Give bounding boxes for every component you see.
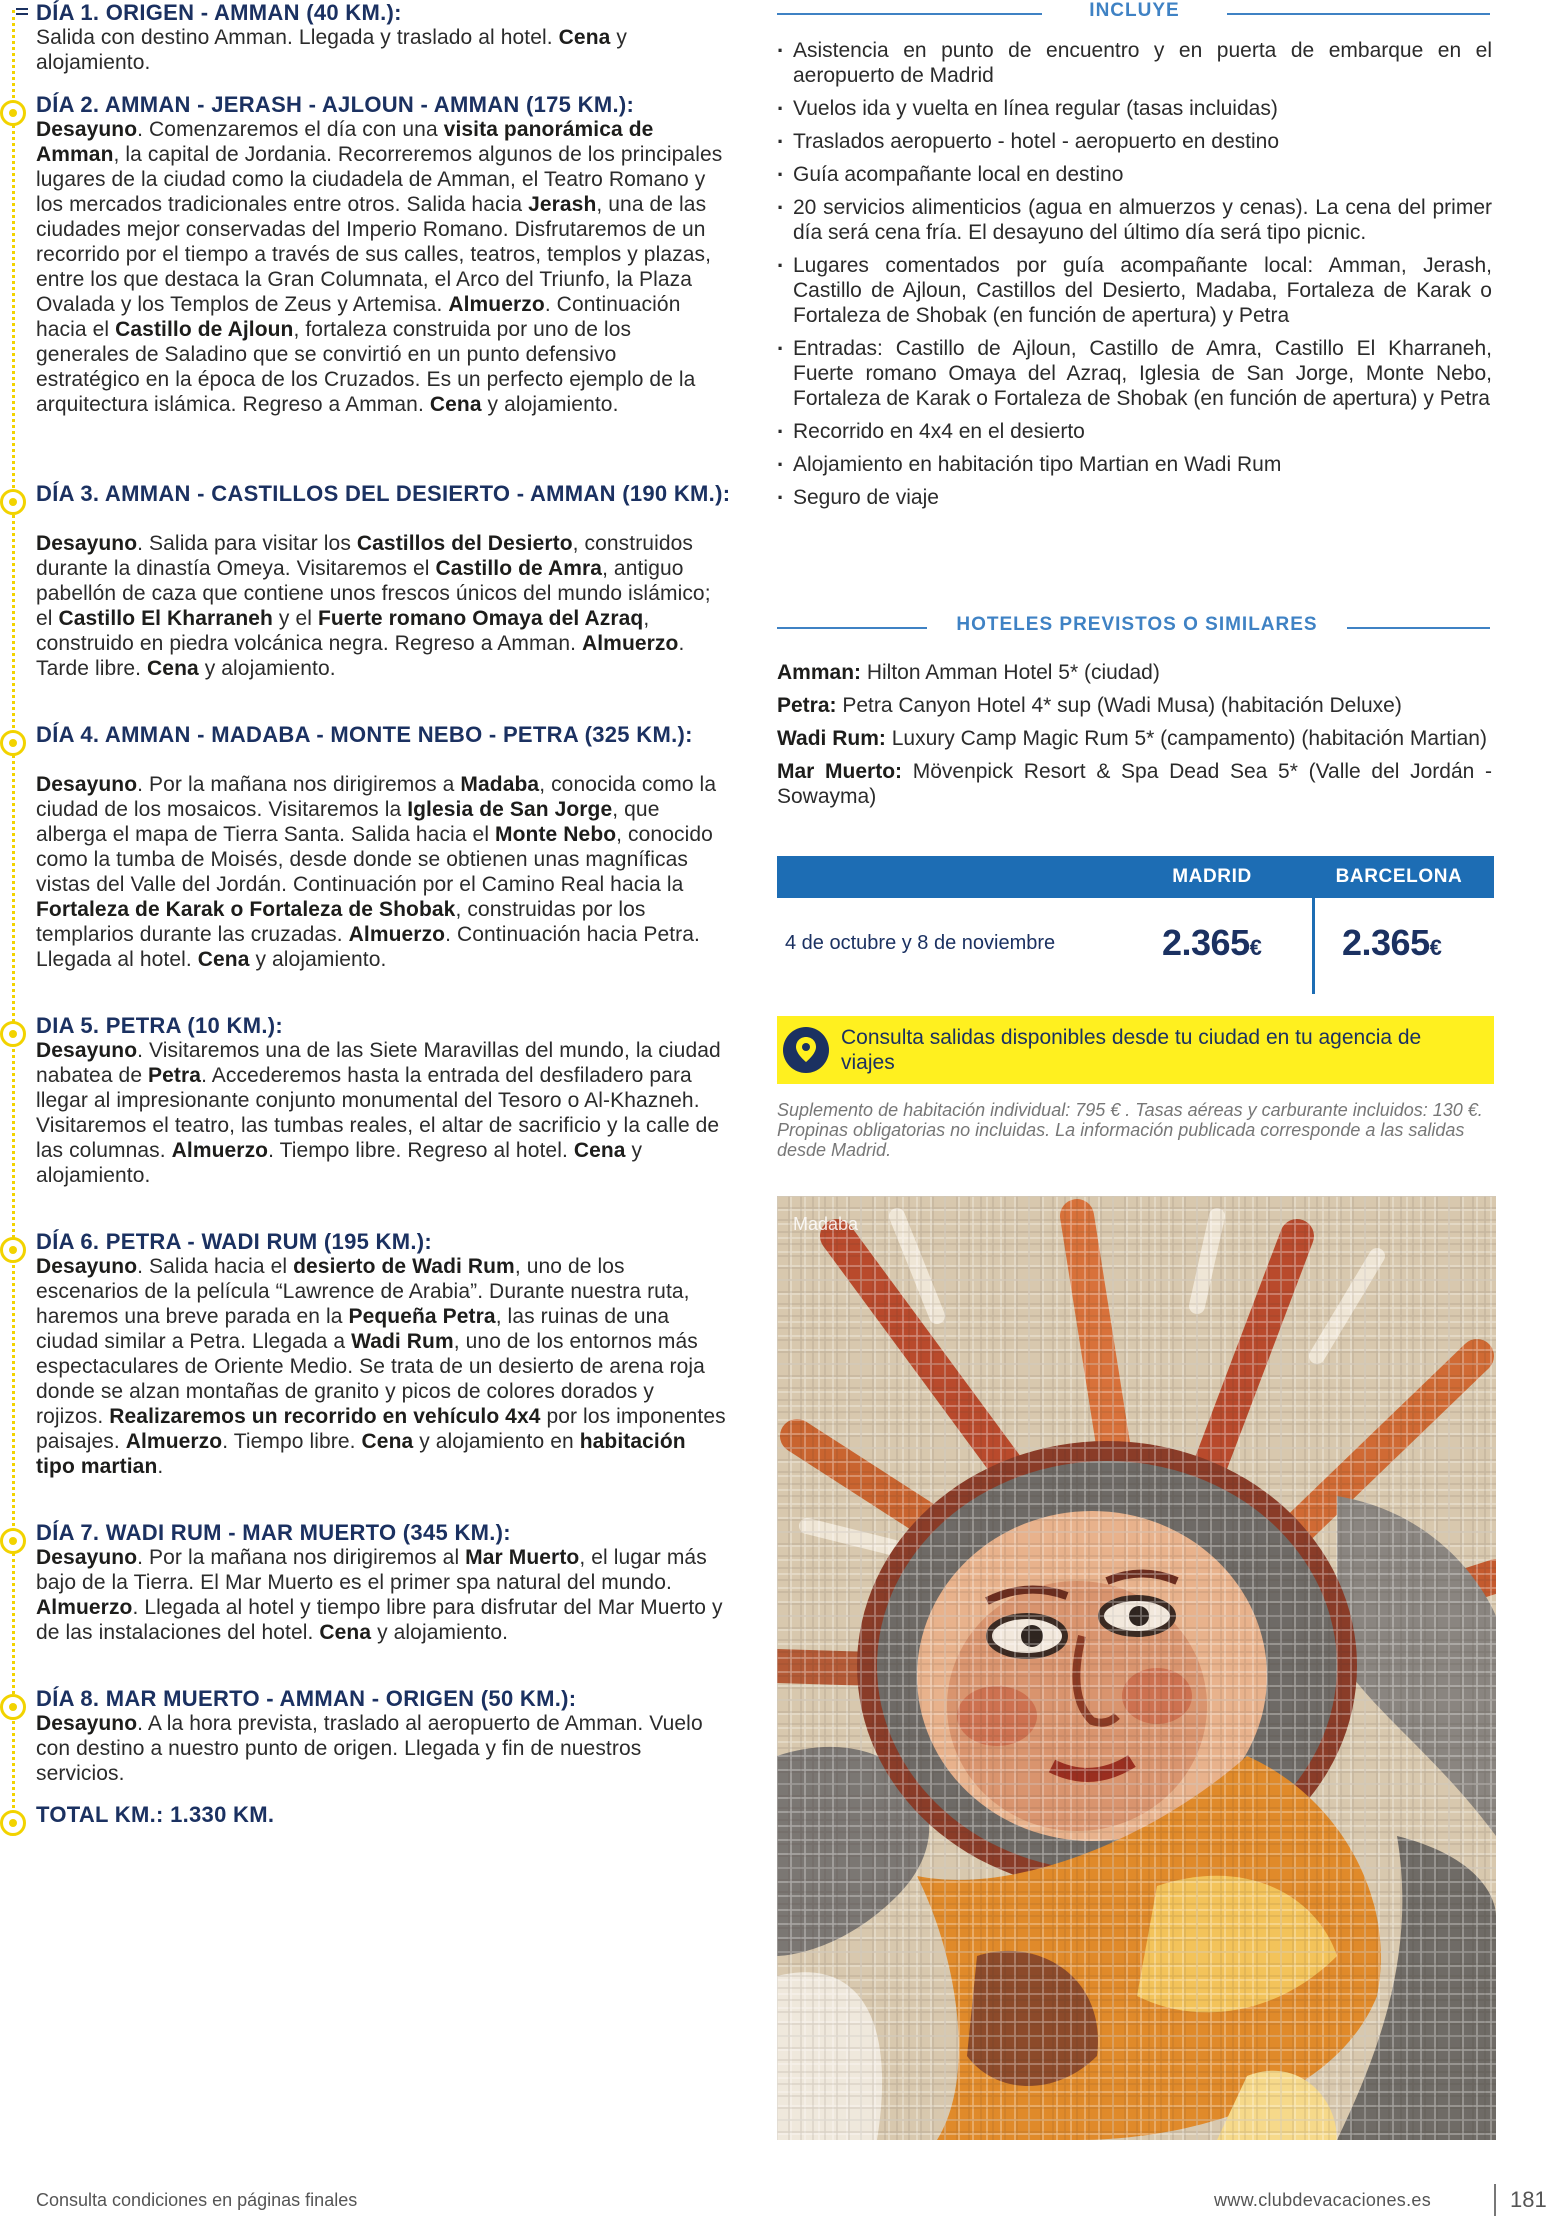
day-marker-icon — [0, 1694, 26, 1720]
currency-symbol: € — [1249, 935, 1262, 960]
includes-item: · 20 servicios alimenticios (agua en almuerzos y cenas). La cena del primer día será cena fría. El desayuno del último día será tipo picnic. — [777, 195, 1492, 245]
hotel-location: Mar Muerto: — [777, 760, 903, 783]
hotels-header — [777, 614, 1490, 642]
mosaic-illustration — [777, 1196, 1496, 2140]
day-description: Desayuno. Visitaremos una de las Siete Maravillas del mundo, la ciudad nabatea de Petra. Accederemos hasta la entrada del desfiladero para llegar al impresionante conjunto monumental del Tesoro o Al-Khazneh. Visitaremos el teatro, las tumbas reales, el altar de sacrificio y la calle de las columnas. Almuerzo. Tiempo libre. Regreso al hotel. Cena y alojamiento. — [36, 1039, 721, 1187]
header-rule — [1347, 627, 1490, 629]
day-description: Desayuno. Por la mañana nos dirigiremos al Mar Muerto, el lugar más bajo de la Tierra. El Mar Muerto es el primer spa natural del mundo. Almuerzo. Llegada al hotel y tiempo libre para disfrutar del Mar Muerto y de las instalaciones del hotel. Cena y alojamiento. — [36, 1546, 723, 1644]
hotel-location: Wadi Rum: — [777, 727, 886, 750]
footer-separator — [1494, 2184, 1496, 2216]
includes-item: · Traslados aeropuerto - hotel - aeropuerto en destino — [777, 129, 1492, 154]
includes-item: · Guía acompañante local en destino — [777, 162, 1492, 187]
departure-dates: 4 de octubre y 8 de noviembre — [785, 932, 1056, 954]
includes-header — [777, 0, 1490, 28]
currency-symbol: € — [1429, 935, 1442, 960]
itinerary — [0, 0, 735, 1880]
includes-item: · Vuelos ida y vuelta en línea regular (tasas incluidas) — [777, 96, 1492, 121]
day-description: Desayuno. Comenzaremos el día con una visita panorámica de Amman, la capital de Jordania. Recorreremos algunos de los principales lugares de la ciudad como la ciudadela de Amman, el Teatro Romano y los mercados tradicionales entre otros. Salida hacia Jerash, una de las ciudades mejor conservadas del Imperio Romano. Disfrutaremos de un recorrido por el tiempo a través de sus calles, teatros, templos y plazas, entre los que destaca la Gran Columnata, el Arco del Triunfo, la Plaza Ovalada y los Templos de Zeus y Artemisa. Almuerzo. Continuación hacia el Castillo de Ajloun, fortaleza construida por uno de los generales de Saladino que se convirtió en un punto defensivo estratégico en la época de los Cruzados. Es un perfecto ejemplo de la arquitectura islámica. Regreso a Amman. Cena y alojamiento. — [36, 118, 723, 416]
column-divider — [1312, 898, 1315, 994]
consult-text: Consulta salidas disponibles desde tu ciudad en tu agencia de viajes — [841, 1026, 1422, 1074]
hotel-location: Amman: — [777, 661, 862, 684]
day-title: DÍA 7. WADI RUM - MAR MUERTO (345 KM.): — [36, 1520, 511, 1545]
hotels-list — [777, 660, 1492, 817]
includes-title: INCLUYE — [1089, 0, 1180, 21]
header-rule — [777, 627, 927, 629]
day-title: DÍA 3. AMMAN - CASTILLOS DEL DESIERTO - AMMAN (190 KM.): — [36, 481, 731, 506]
day-marker-icon — [0, 730, 26, 756]
page-number: 181 — [1510, 2187, 1547, 2212]
column-barcelona: BARCELONA — [1335, 866, 1463, 887]
hotel-row — [777, 660, 1492, 685]
hotels-title: HOTELES PREVISTOS O SIMILARES — [956, 614, 1318, 635]
day-title: DIA 5. PETRA (10 KM.): — [36, 1013, 283, 1038]
day-title: DÍA 1. ORIGEN - AMMAN (40 KM.): — [36, 0, 402, 25]
footer-url[interactable]: www.clubdevacaciones.es — [1214, 2190, 1432, 2210]
hotel-name: Mövenpick Resort & Spa Dead Sea 5* (Valle del Jordán - Sowayma) — [777, 760, 1492, 808]
column-madrid: MADRID — [1172, 866, 1252, 887]
day-description: Desayuno. A la hora prevista, traslado al aeropuerto de Amman. Vuelo con destino a nuestro punto de origen. Llegada y fin de nuestros servicios. — [36, 1712, 703, 1785]
total-km-label: TOTAL KM.: 1.330 KM. — [36, 1802, 275, 1827]
hotel-row — [777, 726, 1492, 751]
consult-banner — [777, 1016, 1494, 1084]
day-marker-icon — [0, 1237, 26, 1263]
includes-list — [777, 38, 1492, 518]
dash-icon — [16, 8, 28, 10]
price-table — [777, 856, 1494, 996]
day-marker-icon — [0, 1810, 26, 1836]
image-caption: Madaba — [793, 1214, 859, 1234]
day-marker-icon — [0, 489, 26, 515]
hotel-name: Hilton Amman Hotel 5* (ciudad) — [861, 661, 1160, 684]
day-description: Desayuno. Salida para visitar los Castillos del Desierto, construidos durante la dinastía Omeya. Visitaremos el Castillo de Amra, antiguo pabellón de caza que contiene unos frescos únicos del mundo islámico; el Castillo El Kharraneh y el Fuerte romano Omaya del Azraq, construido en piedra volcánica negra. Regreso a Amman. Almuerzo. Tarde libre. Cena y alojamiento. — [36, 532, 711, 680]
day-marker-icon — [0, 100, 26, 126]
day-title: DÍA 6. PETRA - WADI RUM (195 KM.): — [36, 1229, 433, 1254]
supplement-note: Suplemento de habitación individual: 795 € . Tasas aéreas y carburante incluidos: 130 €. Propinas obligatorias no incluidas. La información publicada corresponde a las salidas desde Madrid. — [777, 1100, 1483, 1160]
includes-item: · Entradas: Castillo de Ajloun, Castillo de Amra, Castillo El Kharraneh, Fuerte romano Omaya del Azraq, Iglesia de San Jorge, Monte Nebo, Fortaleza de Karak o Fortaleza de Shobak (en función de apertura) y Petra — [777, 336, 1492, 411]
price-madrid — [1162, 922, 1261, 964]
day-title: DÍA 8. MAR MUERTO - AMMAN - ORIGEN (50 KM.): — [36, 1686, 577, 1711]
price-value: 2.365 — [1162, 922, 1250, 963]
price-barcelona — [1342, 922, 1441, 964]
includes-item: · Alojamiento en habitación tipo Martian en Wadi Rum — [777, 452, 1492, 477]
day-title: DÍA 4. AMMAN - MADABA - MONTE NEBO - PETRA (325 KM.): — [36, 722, 693, 747]
header-rule — [1227, 13, 1490, 15]
footer-conditions: Consulta condiciones en páginas finales — [36, 2190, 358, 2210]
hotel-name: Luxury Camp Magic Rum 5* (campamento) (habitación Martian) — [885, 727, 1487, 750]
header-rule — [777, 13, 1042, 15]
day-marker-icon — [0, 1021, 26, 1047]
day-title: DÍA 2. AMMAN - JERASH - AJLOUN - AMMAN (175 KM.): — [36, 92, 635, 117]
includes-item: · Asistencia en punto de encuentro y en puerta de embarque en el aeropuerto de Madrid — [777, 38, 1492, 88]
location-pin-icon — [783, 1027, 829, 1073]
hotel-name: Petra Canyon Hotel 4* sup (Wadi Musa) (habitación Deluxe) — [836, 694, 1402, 717]
madaba-mosaic-image — [777, 1196, 1496, 2140]
day-description: Desayuno. Por la mañana nos dirigiremos a Madaba, conocida como la ciudad de los mosaicos. Visitaremos la Iglesia de San Jorge, que alberga el mapa de Tierra Santa. Salida hacia el Monte Nebo, conocido como la tumba de Moisés, desde donde se obtienen unas magníficas vistas del Valle del Jordán. Continuación por el Camino Real hacia la Fortaleza de Karak o Fortaleza de Shobak, construidas por los templarios durante las cruzadas. Almuerzo. Continuación hacia Petra. Llegada al hotel. Cena y alojamiento. — [36, 773, 717, 971]
day-marker-icon — [0, 1528, 26, 1554]
price-value: 2.365 — [1342, 922, 1430, 963]
hotel-row — [777, 693, 1492, 718]
includes-item: · Lugares comentados por guía acompañante local: Amman, Jerash, Castillo de Ajloun, Castillos del Desierto, Madaba, Fortaleza de Karak o Fortaleza de Shobak (en función de apertura) y Petra — [777, 253, 1492, 328]
includes-item: · Seguro de viaje — [777, 485, 1492, 510]
day-description: Salida con destino Amman. Llegada y traslado al hotel. Cena y alojamiento. — [36, 26, 627, 74]
price-table-header — [777, 856, 1494, 898]
hotel-location: Petra: — [777, 694, 837, 717]
hotel-row — [777, 759, 1492, 809]
day-description: Desayuno. Salida hacia el desierto de Wadi Rum, uno de los escenarios de la película “Lawrence de Arabia”. Durante nuestra ruta, haremos una breve parada en la Pequeña Petra, las ruinas de una ciudad similar a Petra. Llegada a Wadi Rum, uno de los entornos más espectaculares de Oriente Medio. Se trata de un desierto de arena roja donde se alzan montañas de granito y picos de colores dorados y rojizos. Realizaremos un recorrido en vehículo 4x4 por los imponentes paisajes. Almuerzo. Tiempo libre. Cena y alojamiento en habitación tipo martian. — [36, 1255, 726, 1478]
includes-item: · Recorrido en 4x4 en el desierto — [777, 419, 1492, 444]
